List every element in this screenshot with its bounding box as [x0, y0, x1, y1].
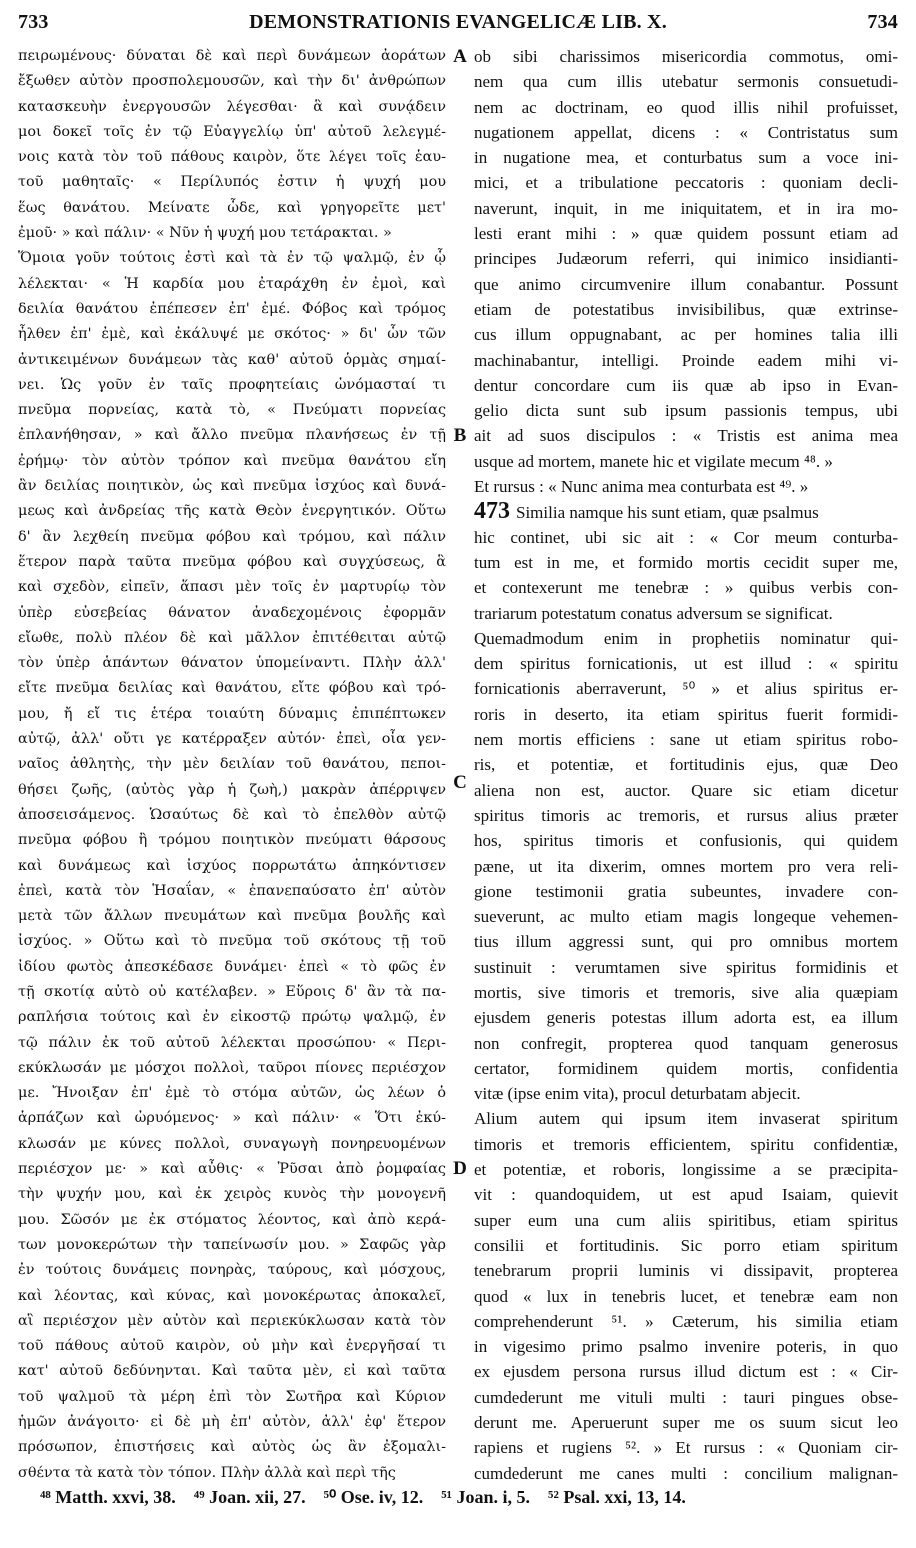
text-line: Quemadmodum enim in prophetiis nominatur qui-	[474, 628, 898, 648]
text-line: sustinuit : verumtamen sive spiritus formidinis et	[474, 957, 898, 977]
text-line: περιέσχον με· » καὶ αὖθις· « Ῥῦσαι ἀπὸ ῥομφαίας	[18, 1161, 446, 1178]
footnote: ⁵⁰ Ose. iv, 12.	[323, 1486, 424, 1507]
text-line: Ὅμοια γοῦν τούτοις ἐστὶ καὶ τὰ ἐν τῷ ψαλμῷ, ἐν ᾧ	[18, 250, 446, 267]
text-line: με. Ἤνοιξαν ἐπ' ἐμὲ τὸ στόμα αὐτῶν, ὡς λέων ὁ	[18, 1085, 446, 1102]
text-line: κατ' αὐτοῦ δεδύνηνται. Καὶ ταῦτα μὲν, εἰ καὶ ταῦτα	[18, 1363, 446, 1380]
text-line: καὶ σχεδὸν, εἰπεῖν, ἅπασι μὲν τοῖς ἐν μαρτυρίῳ τὸν	[18, 579, 446, 596]
text-line: κλωσάν με κύνες πολλοὶ, συναγωγὴ πονηρευομένων	[18, 1135, 446, 1152]
text-line: καὶ λέοντας, καὶ κύνας, καὶ μονοκέρωτας ἀποκαλεῖ,	[18, 1287, 446, 1304]
text-line: timoris et tremoris efficientem, spiritu confidentiæ,	[474, 1134, 898, 1154]
text-line: μετὰ τῶν ἄλλων πνευμάτων καὶ πνεῦμα βουλῆς καὶ	[18, 908, 446, 925]
column-number: 473	[474, 498, 510, 525]
text-line: τοῦ μαθηταῖς· « Περίλυπός ἐστιν ἡ ψυχή μου	[18, 174, 446, 191]
text-line: ἁρπάζων καὶ ὠρυόμενος· » καὶ πάλιν· « Ὅτι ἐκύ-	[18, 1110, 446, 1127]
text-line: ex ejusdem persona rursus illud dictum est : « Cir-	[474, 1362, 898, 1382]
text-line: εκύκλωσάν με μόσχοι πολλοὶ, ταῦροι πίονες περιέσχον	[18, 1059, 446, 1076]
text-line: roris in deserto, ita etiam spiritus fuerit formidi-	[474, 704, 898, 724]
text-line: ait ad suos discipulos : « Tristis est anima mea	[474, 426, 898, 446]
footnote: ⁵¹ Joan. i, 5.	[441, 1486, 531, 1507]
text-line: πειρωμένους· δύναται δὲ καὶ περὶ δυνάμεων ἀοράτων	[18, 48, 446, 64]
text-line: τοῦ ψαλμοῦ τὰ μέρη ἐπὶ τὸν Σωτῆρα καὶ Κύριον	[18, 1388, 446, 1405]
text-line: ἐπλανήθησαν, » καὶ ἄλλο πνεῦμα πλανήσεως ἐν τῇ	[18, 427, 446, 444]
text-line: non confregit, propterea quod tanquam generosus	[474, 1033, 898, 1053]
text-line: vit : quandoquidem, ut est apud Isaiam, quievit	[474, 1185, 898, 1205]
text-line: comprehenderunt ⁵¹. » Cæterum, his similia etiam	[474, 1311, 898, 1331]
text-line: certator, formidinem quidem mortis, confidentia	[474, 1058, 898, 1078]
text-line: ἀποσεισάμενος. Ὡσαύτως δὲ καὶ τὸ ἐπελθὸν αὐτῷ	[18, 806, 446, 823]
text-line: ἦλθεν ἐπ' ἐμὲ, καὶ ἐκάλυψέ με σκότος· » δι' ὧν τῶν	[18, 326, 446, 343]
text-line: μου. Σῶσόν με ἐκ στόματος λέοντος, καὶ ἀπὸ κερά-	[18, 1211, 446, 1228]
text-line: tius illum aggressi sunt, qui pro omnibus mortem	[474, 932, 898, 952]
text-line: δειλία θανάτου ἐπέπεσεν ἐπ' ἐμέ. Φόβος καὶ τρόμος	[18, 300, 446, 317]
margin-marker-a: A	[453, 46, 467, 67]
text-line: πνεῦμα φόβου ἢ τρόμου ποιητικὸν πνεύματι θάρσους	[18, 832, 446, 849]
text-line: πνεῦμα πορνείας, κατὰ τὸ, « Πνεύματι πορνείας	[18, 402, 446, 419]
footnote: ⁵² Psal. xxi, 13, 14.	[548, 1486, 686, 1507]
text-line: ἂν δειλίας ποιητικὸν, ὡς καὶ πνεῦμα ἰσχύος καὶ δυνά-	[18, 478, 446, 495]
text-line: ἐμοῦ· » καὶ πάλιν· « Νῦν ἡ ψυχή μου τετάρακται. »	[18, 225, 392, 242]
text-line: spiritus timoris ac tremoris, et rursus alius præter	[474, 805, 898, 825]
text-line: derunt me. Aperuerunt super me os suum sicut leo	[474, 1413, 898, 1433]
text-line: in vigesimo primo psalmo invenire poteris, in quo	[474, 1337, 898, 1357]
text-line: τῇ σκοτίᾳ αὐτὸ οὐ κατέλαβεν. » Εὕροις δ' ἂν τὰ πα-	[18, 983, 446, 1000]
text-line: νοις κατὰ τὸν τοῦ πάθους καιρὸν, ὅτε λέγει τοῖς ἑαυ-	[18, 149, 446, 166]
text-line: sueverunt, ac multo etiam magis longeque vehemen-	[474, 907, 898, 927]
text-line: gelio dicta sunt sub ipsum passionis tempus, ubi	[474, 401, 898, 421]
text-line: τὸν ὑπὲρ ἁπάντων θάνατον ὑπομείναντι. Πλὴν ἀλλ'	[18, 655, 446, 672]
text-line: quod « lux in tenebris lucet, et tenebræ eam non	[474, 1286, 898, 1306]
text-line: ἀντικειμένων δυνάμεων τὰς καθ' αὐτοῦ ὁρμὰς σημαί-	[18, 351, 446, 368]
text-line: dem spiritus fornicationis, ut est illud : « spiritu	[474, 654, 898, 674]
text-line: μεως καὶ ἀνδρείας τῆς κατὰ Θεὸν ἐνεργητικόν. Οὕτω	[18, 503, 446, 520]
text-line: ναῖος ἀθλητὴς, τὴν μὲν δειλίαν τοῦ θανάτου, πεποι-	[18, 756, 446, 773]
text-line: nem ac doctrinam, eo quod illis nihil profuisset,	[474, 97, 898, 117]
text-line: μου, ἤ εἴ τις ἑτέρα τοιαύτη δύναμις ἐπιπέπτωκεν	[18, 705, 446, 722]
text-line: tum est in me, et formido mortis cecidit super me,	[474, 552, 898, 572]
text-line: καὶ δυνάμεως καὶ ἰσχύος πορρωτάτω ἀπηκόντισεν	[18, 857, 446, 874]
text-line: αὐτῷ, ἀλλ' οὔτι γε κατέρραξεν αὐτόν· ἐπεὶ, οἷα γεν-	[18, 731, 446, 748]
text-line: trariarum potestatum conatus adversum se significat.	[474, 603, 833, 623]
text-line: νει. Ὡς γοῦν ἐν ταῖς προφητείαις ὠνόμασταί τι	[18, 376, 446, 393]
text-line: ραπλήσια τούτοις καὶ ἐν εἰκοστῷ πρώτῳ ψαλμῷ, ἐν	[18, 1009, 446, 1026]
margin-marker-d: D	[453, 1158, 467, 1179]
text-line: ejusdem generis potestas illum adorta est, ea illum	[474, 1008, 898, 1028]
text-line: cumdederunt me canes multi : concilium malignan-	[474, 1463, 898, 1483]
text-line: ἐρήμῳ· τὸν αὐτὸν τρόπον καὶ πνεῦμα θανάτου εἴη	[18, 452, 446, 469]
text-line: etiam de potestatibus invisibilibus, quæ extrinse-	[474, 299, 898, 319]
text-line: ὑπὲρ εὐσεβείας θάνατον ἀναδεχομένοις ἐφορμᾶν	[18, 604, 446, 621]
text-line: cus illum oppugnabant, ac per homines talia illi	[474, 325, 898, 345]
text-line: ἡμῶν ἀνάγοιτο· εἰ δὲ μὴ ἐπ' αὐτὸν, ἀλλ' ἐφ' ἕτερον	[18, 1414, 446, 1431]
text-line: κατασκευὴν ἐνεργουσῶν λέγεσθαι· ἃ καὶ συνᾴδειν	[18, 98, 446, 115]
footnote: ⁴⁹ Joan. xii, 27.	[193, 1486, 306, 1507]
text-line: mici, et a tribulatione peccatoris : quoniam decli-	[474, 173, 898, 193]
text-line: τοῦ πάθους αὐτοῦ καιρὸν, οὐ μὴν καὶ ἐνεργῆσαί τι	[18, 1338, 446, 1355]
text-line: consilii et fortitudinis. Sic porro etiam spiritum	[474, 1235, 898, 1255]
text-line: et contexerunt me tenebræ : » quibus verbis con-	[474, 578, 898, 598]
text-line: pæne, ut ita dixerim, omnes mortem pro vera reli-	[474, 856, 898, 876]
text-line: τὴν ψυχήν μου, καὶ ἐκ χειρὸς κυνὸς τὴν μονογενῆ	[18, 1186, 446, 1203]
text-line: ἐπεὶ, κατὰ τὸν Ἡσαΐαν, « ἐπανεπαύσατο ἐπ' αὐτὸν	[18, 882, 446, 899]
text-line: in nugatione mea, et conturbatus sum a voce ini-	[474, 148, 898, 168]
text-line: Et rursus : « Nunc anima mea conturbata est ⁴⁹. »	[474, 477, 809, 497]
text-line: των μονοκερώτων τὴν ταπείνωσίν μου. » Σαφῶς γὰρ	[18, 1236, 446, 1253]
text-line: aliena non est, auctor. Quare sic etiam dicetur	[474, 780, 898, 800]
text-line: mortis, sive timoris et tremoris, sive alia quæpiam	[474, 982, 898, 1002]
footnote: ⁴⁸ Matth. xxvi, 38.	[40, 1486, 176, 1507]
greek-text-column	[18, 44, 446, 1481]
text-line: tenebrarum proprii luminis vi dissipavit, propterea	[474, 1261, 898, 1281]
text-line: θήσει ζωῆς, (αὐτὸς γὰρ ἡ ζωὴ,) μακρὰν ἀπέρριψεν	[18, 781, 446, 798]
text-line: gione testimonii gratia subeuntes, invadere con-	[474, 881, 898, 901]
text-line: hos, spiritus timoris et confusionis, qui quidem	[474, 831, 898, 851]
text-line: super eum una cum aliis spiritibus, etiam spiritus	[474, 1210, 898, 1230]
margin-marker-c: C	[453, 772, 467, 793]
text-line: vitæ (ipse enim vita), procul deturbatam abjecit.	[474, 1084, 801, 1104]
text-line: naverunt, inquit, in me iniquitatem, et in ira mo-	[474, 198, 898, 218]
text-line: usque ad mortem, manete hic et vigilate mecum ⁴⁸. »	[474, 451, 833, 471]
text-line: εἴωθε, πολὺ πλέον δὲ καὶ μᾶλλον ἐπιτέθειται αὐτῷ	[18, 629, 446, 646]
text-line	[474, 499, 898, 524]
text-line: Alium autem qui ipsum item invaserat spiritum	[474, 1109, 898, 1129]
text-line: ob sibi charissimos misericordia commotus, omi-	[474, 47, 898, 66]
text-line: εἴτε πνεῦμα δειλίας καὶ θανάτου, εἴτε φόβου καὶ τρό-	[18, 680, 446, 697]
text-line: nugationem appellat, dicens : « Contristatus sum	[474, 122, 898, 142]
footnotes	[40, 1482, 896, 1512]
text-line: dentur concordare cum iis quæ ab ipso in Evan-	[474, 375, 898, 395]
text-line: μοι δοκεῖ τοῖς ἐν τῷ Εὐαγγελίῳ ὑπ' αὐτοῦ λελεγμέ-	[18, 123, 446, 140]
text-line: δ' ἂν λεχθείη πνεῦμα φόβου καὶ τρόμου, καὶ πάλιν	[18, 528, 446, 545]
text-line: ἰδίου φωτὸς ἀπεσκέδασε δυνάμει· ἐπεὶ « τὸ φῶς ἐν	[18, 958, 446, 975]
text-line: et potentiæ, et roboris, longissime a se præcipita-	[474, 1160, 898, 1180]
page-title: DEMONSTRATIONIS EVANGELICÆ LIB. X.	[249, 10, 667, 33]
line-text: Similia namque his sunt etiam, quæ psalmus	[516, 503, 819, 523]
running-header	[18, 8, 898, 36]
text-line: ris, et potentiæ, et fortitudinis ejus, quæ Deo	[474, 755, 898, 775]
text-line: ἕτερον παρὰ ταῦτα πνεῦμα φόβου καὶ συγχύσεως, ἃ	[18, 553, 446, 570]
text-line: hic continet, ubi sic ait : « Cor meum conturba-	[474, 527, 898, 547]
latin-text-column	[474, 44, 898, 1483]
text-line: τῷ πάλιν ἐκ τοῦ αὐτοῦ λέλεκται προσώπου· « Περι-	[18, 1034, 446, 1051]
text-line: λέλεκται· « Ἡ καρδία μου ἐταράχθη ἐν ἐμοὶ, καὶ	[18, 275, 446, 292]
text-line: principes Judæorum referri, qui inimico insidianti-	[474, 249, 898, 269]
text-line: cumdederunt me vituli multi : tauri pingues obse-	[474, 1387, 898, 1407]
page-number-left: 733	[18, 10, 49, 33]
text-line: ἔξωθεν αὐτὸν προσπολεμουσῶν, καὶ τὴν δι' ἀνθρώπων	[18, 73, 446, 90]
text-line: nem mortis efficiens : sane ut etiam spiritus robo-	[474, 730, 898, 750]
text-line: fornicationis aberraverunt, ⁵⁰ » et alius spiritus er-	[474, 679, 898, 699]
text-line: que animo circumvenire illum conabantur. Possunt	[474, 274, 898, 294]
page-number-right: 734	[867, 10, 898, 33]
text-line: αἳ περιέσχον μὲν αὐτὸν καὶ περιεκύκλωσαν κατὰ τὸν	[18, 1312, 446, 1329]
margin-marker-b: B	[453, 425, 467, 446]
text-line: σθέντα τὰ κατὰ τὸν τόπον. Πλὴν ἀλλὰ καὶ περὶ τῆς	[18, 1464, 396, 1481]
text-line: nem qua cum illis utebatur sermonis consuetudi-	[474, 72, 898, 92]
text-line: rapiens et rugiens ⁵². » Et rursus : « Quoniam cir-	[474, 1438, 898, 1458]
text-line: ἰσχύος. » Οὕτω καὶ τὸ πνεῦμα τοῦ σκότους τῇ τοῦ	[18, 933, 446, 950]
text-line: ἐν τούτοις δυνάμεις πονηρὰς, ταύρους, καὶ μόσχους,	[18, 1262, 446, 1279]
text-line: machinabantur, intelligi. Proinde eadem mihi vi-	[474, 350, 898, 370]
text-line: lesti erant mihi : » quæ quidem possunt etiam ad	[474, 224, 898, 244]
text-line: πρόσωπον, ἐπιστήσεις καὶ αὐτὸς ὡς ἂν ἐξομαλι-	[18, 1439, 446, 1456]
text-line: ἕως θανάτου. Μείνατε ὧδε, καὶ γρηγορεῖτε μετ'	[18, 199, 446, 216]
